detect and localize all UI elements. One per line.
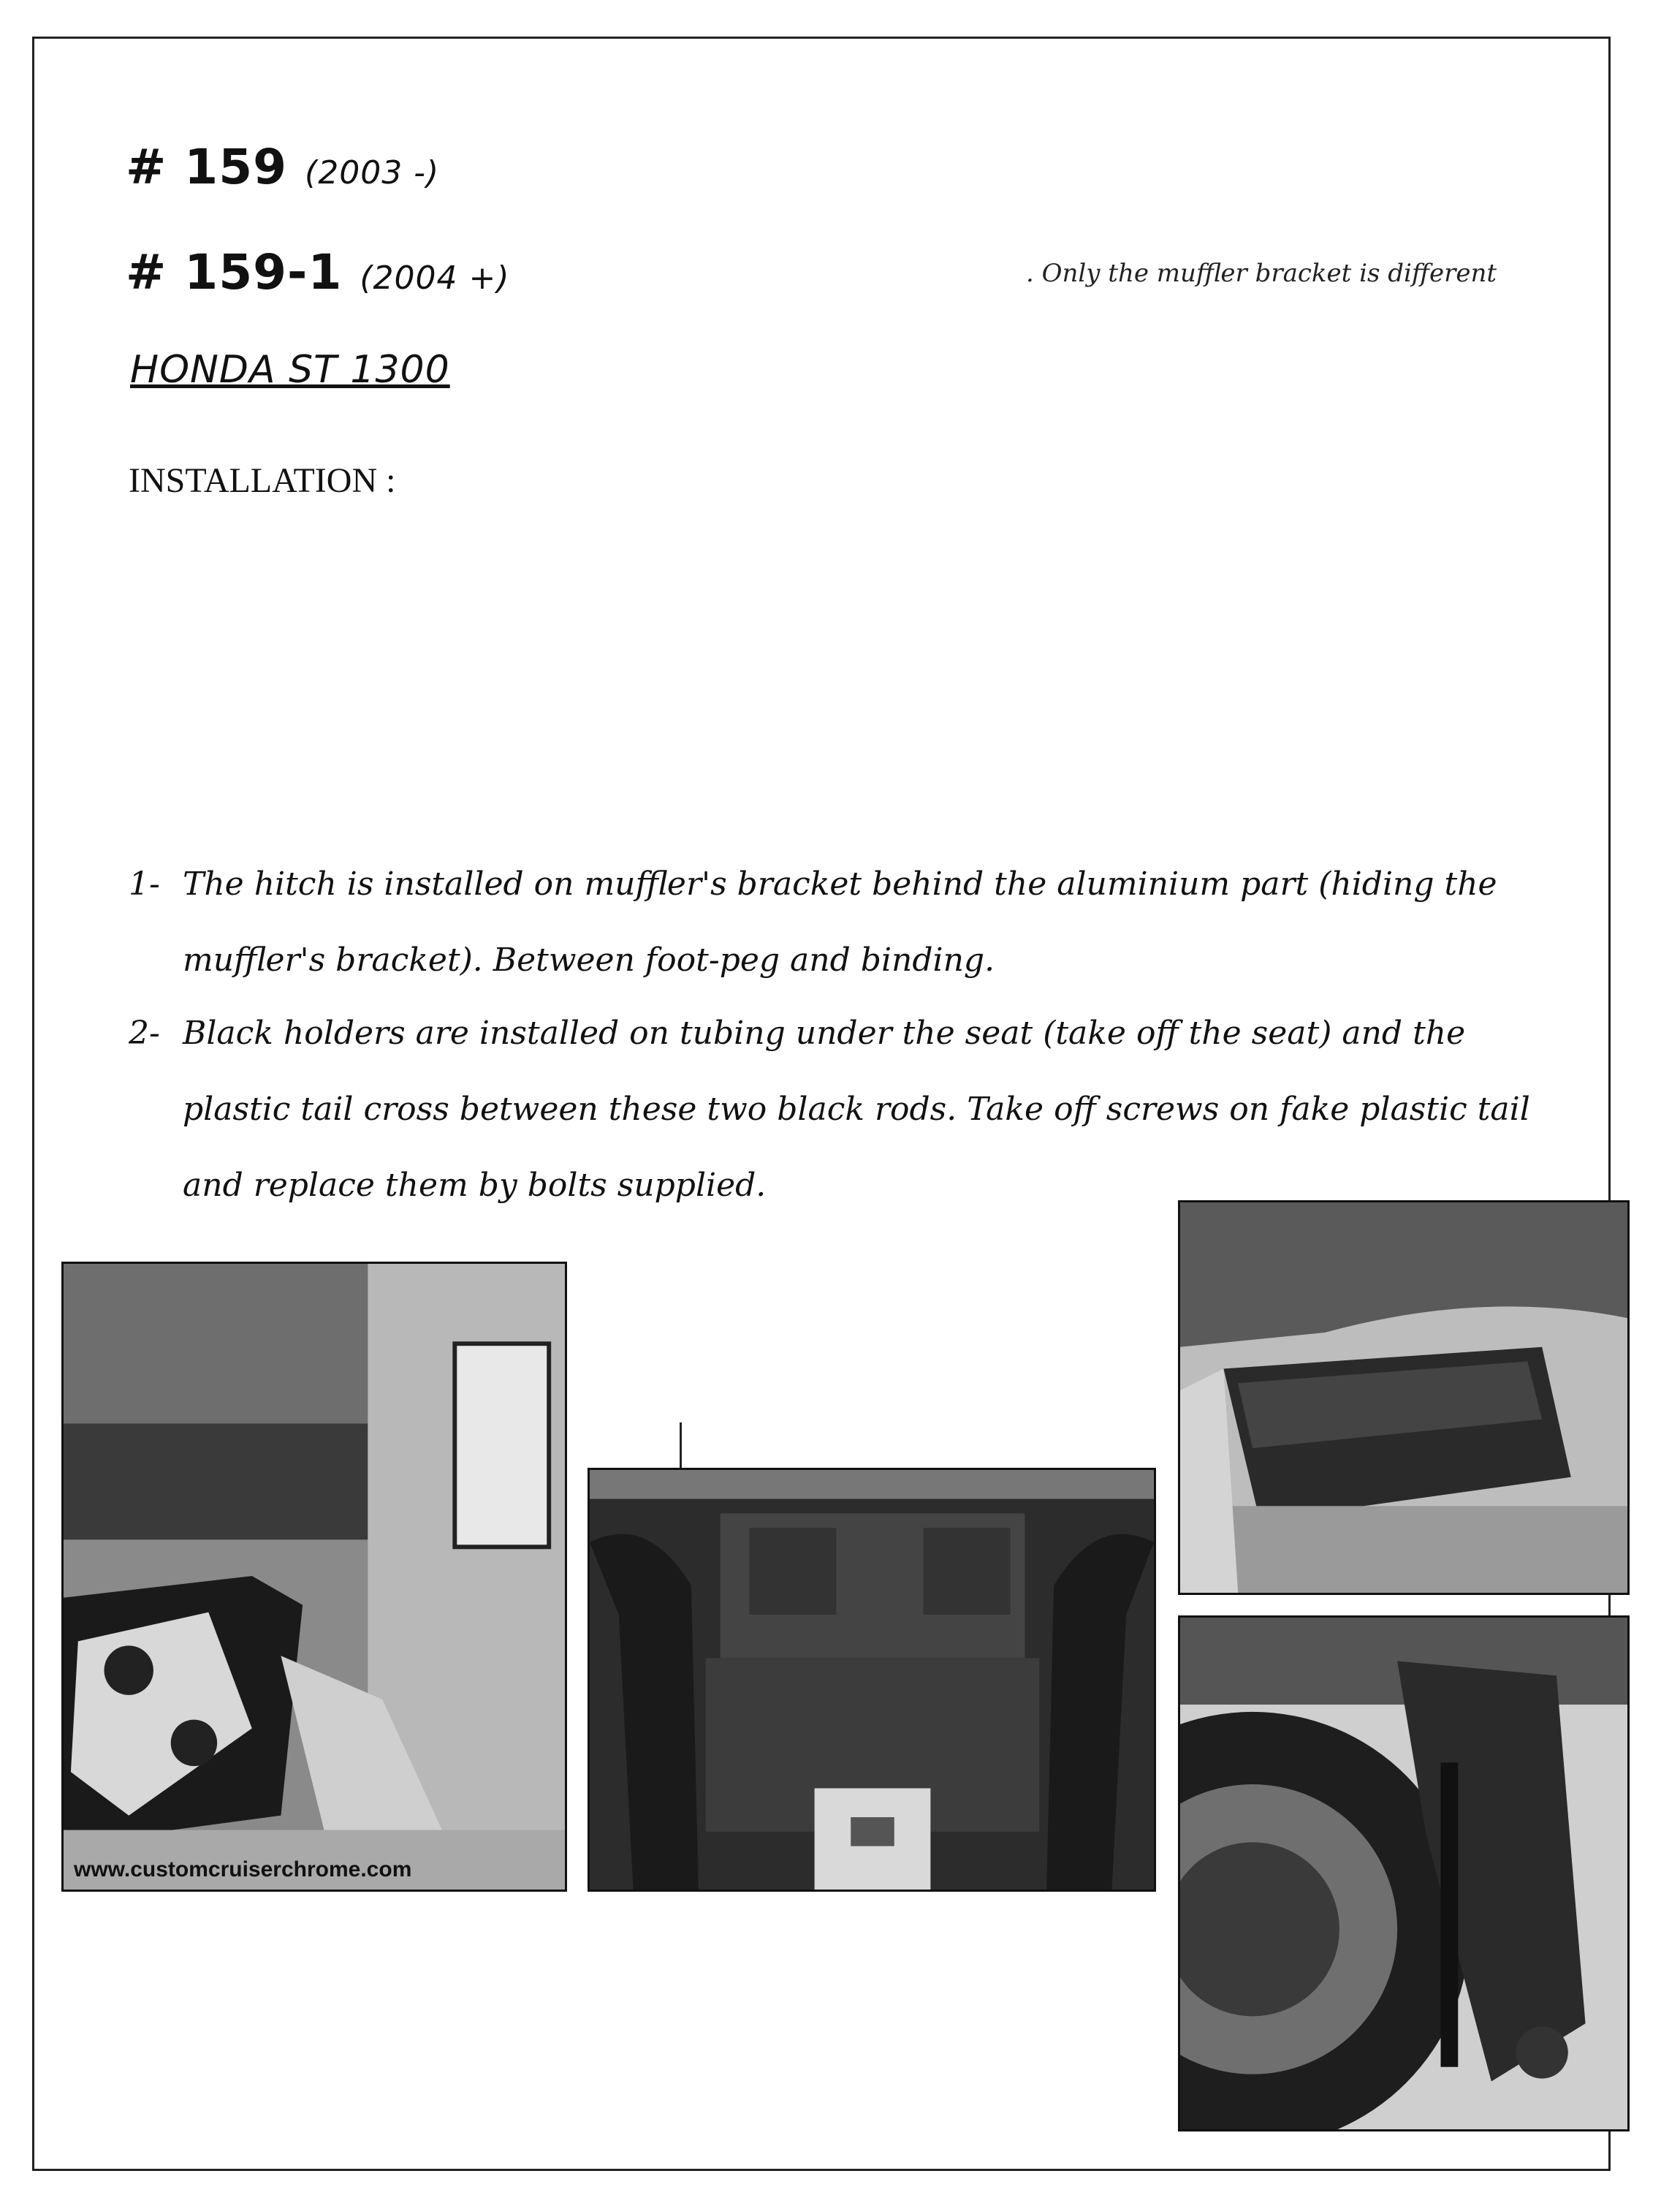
photo-rear-wheel-rods (1178, 1615, 1630, 2131)
step-text: The hitch is installed on muffler's bracket behind the aluminium part (hiding the muffler's bracket). Between foot-peg and binding. (183, 865, 1497, 979)
year-range: (2004 +) (360, 259, 510, 297)
year-range: (2003 -) (305, 154, 440, 192)
step-number: 1- (129, 865, 160, 903)
part-number-159 (126, 139, 439, 195)
step-number: 2- (129, 1015, 160, 1052)
step-2 (129, 996, 1561, 1224)
photo-muffler-bracket (61, 1262, 567, 1892)
muffler-bracket-note: . Only the muffler bracket is different (1026, 259, 1497, 288)
part-number: # 159-1 (126, 244, 343, 300)
step-1 (129, 846, 1561, 998)
step-text: Black holders are installed on tubing under the seat (take off the seat) and the plastic tail cross between these two black rods. Take off screws on fake plastic tail and replace them by bolts supplied. (183, 1015, 1530, 1204)
photo-under-seat-tubing (588, 1468, 1156, 1892)
photo-plastic-tail-underside (1178, 1200, 1630, 1595)
part-number-159-1 (126, 244, 510, 300)
motorcycle-model: HONDA ST 1300 (130, 348, 450, 392)
website-watermark: www.customcruiserchrome.com (74, 1857, 412, 1881)
installation-heading: INSTALLATION : (129, 461, 396, 500)
part-number: # 159 (126, 139, 288, 195)
